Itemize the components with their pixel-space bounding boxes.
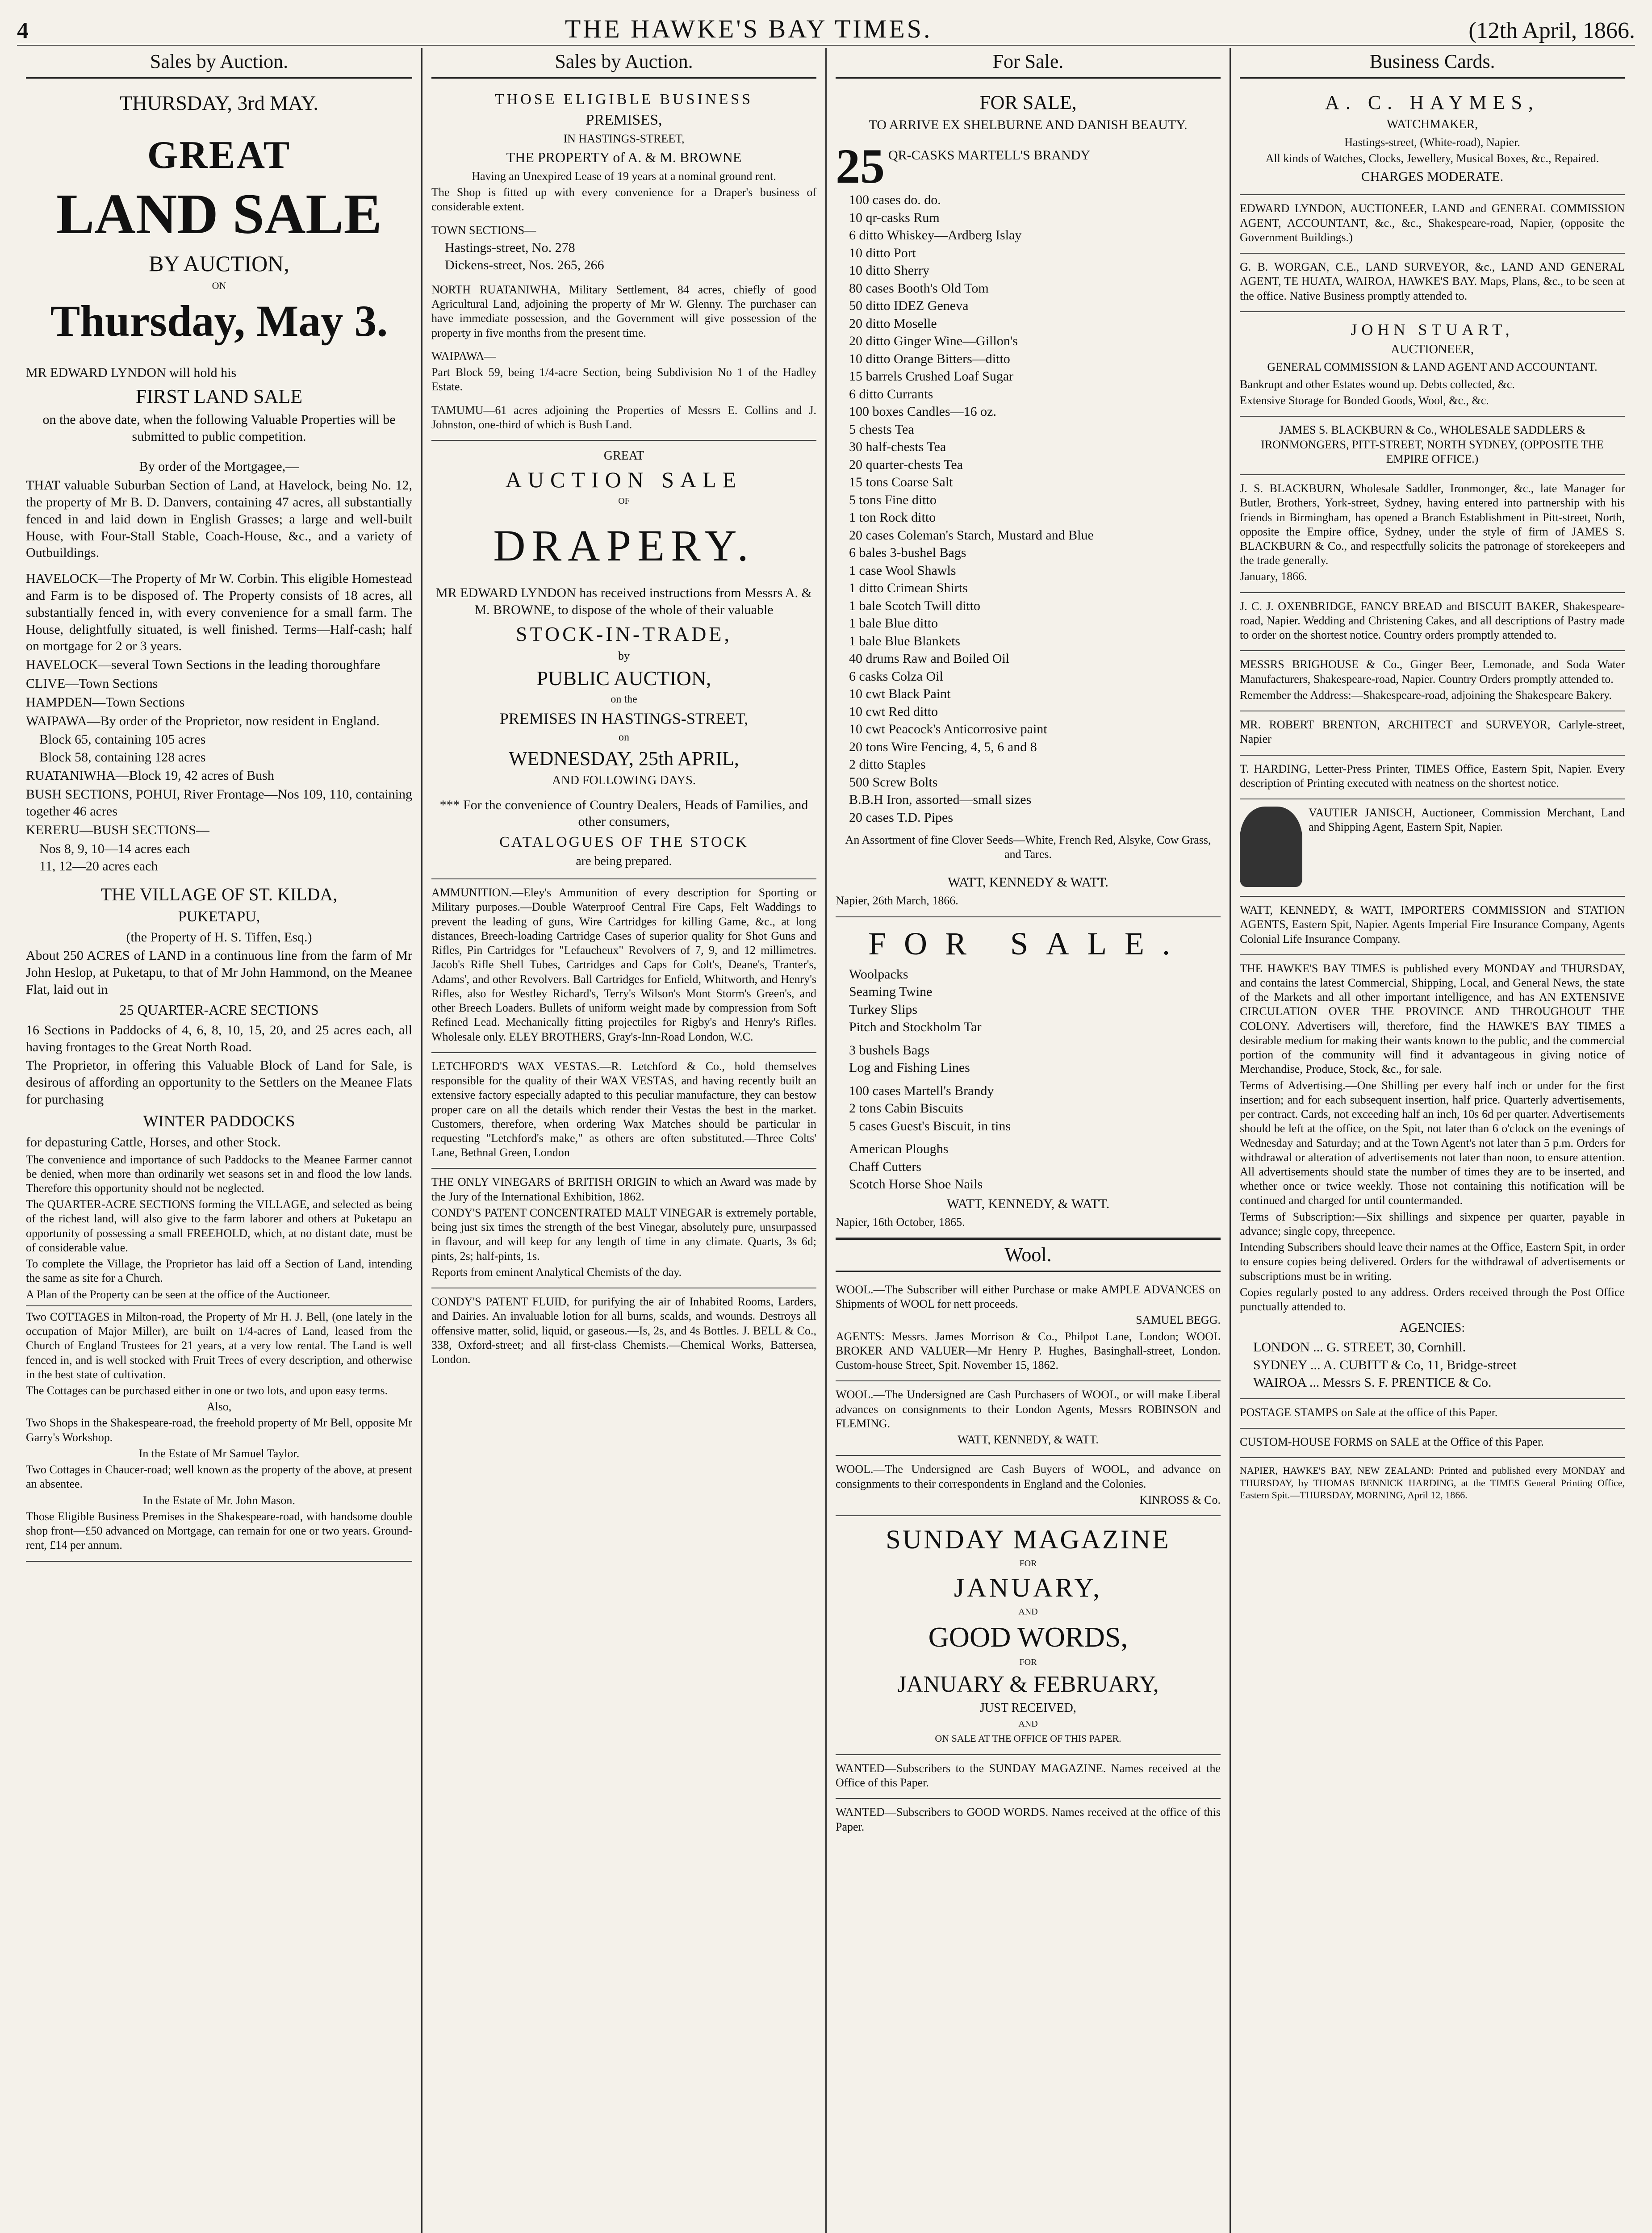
heading: JUST RECEIVED, bbox=[980, 1701, 1076, 1715]
para: Also, bbox=[206, 1400, 232, 1413]
vestas-ad bbox=[431, 1053, 816, 1169]
para: LETCHFORD'S WAX VESTAS.—R. Letchford & Co., hold themselves responsible for the quality of their WAX VESTAS, and having recently built an extensive factory especially adapted to this peculiar manufacture, they can bestow proper care on all the details which render their Vestas the best in the market. Customers, therefore, when ordering Wax Matches should be particular in requesting "Letchford's make," as others are often substituted.—Three Colts' Lane, Bethnal Green, London bbox=[431, 1059, 816, 1159]
list-item: Seaming Twine bbox=[849, 984, 933, 999]
list-item: 500 Screw Bolts bbox=[849, 774, 938, 790]
list-item: Log and Fishing Lines bbox=[849, 1060, 970, 1075]
puketapu: PUKETAPU, bbox=[178, 908, 260, 925]
para: Hastings-street, (White-road), Napier. bbox=[1344, 136, 1520, 149]
heading: AUCTION SALE bbox=[505, 467, 743, 493]
card-harding bbox=[1240, 756, 1625, 799]
heading: GOOD WORDS, bbox=[928, 1621, 1128, 1653]
item-list bbox=[836, 1083, 1221, 1135]
list-item: 5 chests Tea bbox=[849, 422, 914, 437]
para: The Cottages can be purchased either in one or two lots, and upon easy terms. bbox=[26, 1384, 388, 1397]
para: About 250 ACRES of LAND in a continuous line from the farm of Mr John Heslop, at Puketapu, to that of Mr John Hammond, on the Meanee Flat, laid out in bbox=[26, 948, 412, 997]
list-item: 20 cases T.D. Pipes bbox=[849, 810, 954, 825]
para: MESSRS BRIGHOUSE & Co., Ginger Beer, Lemonade, and Soda Water Manufacturers, Shakespeare-road, Napier. Country Orders promptly attended to. bbox=[1240, 658, 1625, 686]
list-item: 10 qr-casks Rum bbox=[849, 210, 940, 225]
agency-line: WAIROA ... Messrs S. F. PRENTICE & Co. bbox=[1253, 1375, 1492, 1390]
para: An Assortment of fine Clover Seeds—White, French Red, Alsyke, Cow Grass, and Tares. bbox=[845, 833, 1211, 861]
para: WAIPAWA—By order of the Proprietor, now resident in England. bbox=[26, 713, 380, 728]
card-worgan bbox=[1240, 254, 1625, 312]
list-item: 50 ditto IDEZ Geneva bbox=[849, 298, 969, 313]
heading: AGENCIES: bbox=[1399, 1321, 1465, 1335]
list-item: Pitch and Stockholm Tar bbox=[849, 1020, 982, 1035]
para: The convenience and importance of such Paddocks to the Meanee Farmer cannot be denied, when more than ordinarily wet seasons set in and flood the low lands. Therefore this opportunity should not be neglected. bbox=[26, 1153, 412, 1195]
card-oxenbridge bbox=[1240, 593, 1625, 652]
para: *** For the convenience of Country Dealers, Heads of Families, and other consumers, bbox=[439, 797, 808, 829]
para: J. C. J. OXENBRIDGE, FANCY BREAD and BISCUIT BAKER, Shakespeare-road, Napier. Wedding and Christening Cakes, and all descriptions of Pastry made to order on the shortest notice. Country orders promptly attended to. bbox=[1240, 599, 1625, 642]
sale-day: Thursday, May 3. bbox=[50, 296, 388, 346]
para: MR EDWARD LYNDON has received instructions from Messrs A. & M. BROWNE, to dispose of the whole of their valuable bbox=[436, 585, 812, 617]
card-stuart bbox=[1240, 312, 1625, 417]
para: BUSH SECTIONS, POHUI, River Frontage—Nos 109, 110, containing together 46 acres bbox=[26, 787, 412, 819]
heading: AND bbox=[1018, 1719, 1038, 1729]
list-item: 3 bushels Bags bbox=[849, 1042, 929, 1058]
para: Two COTTAGES in Milton-road, the Property of Mr H. J. Bell, (one lately in the occupation of Major Miller), are built on 1/4-acres of Land, leased from the Church of England Trustees for 21 years, at a very low rental. The Land is well fenced in, and is well stocked with Fruit Trees of every description, and otherwise in the best state of cultivation. bbox=[26, 1310, 412, 1381]
heading: OF bbox=[618, 496, 630, 506]
para: Those Eligible Business Premises in the Shakespeare-road, with handsome double shop front—£50 advanced on Mortgage, can remain for one or two years. Ground-rent, £14 per annum. bbox=[26, 1510, 412, 1552]
wanted-ad-2 bbox=[836, 1799, 1221, 1842]
heading: WEDNESDAY, 25th APRIL, bbox=[509, 747, 739, 769]
heading: QR-CASKS MARTELL'S BRANDY bbox=[888, 148, 1090, 163]
para: Hastings-street, No. 278 bbox=[445, 240, 575, 255]
drapery-heading: DRAPERY. bbox=[493, 521, 755, 571]
para: By order of the Mortgagee,— bbox=[139, 459, 299, 474]
para: THE ONLY VINEGARS of BRITISH ORIGIN to which an Award was made by the Jury of the International Exhibition, 1862. bbox=[431, 1175, 816, 1203]
para: All kinds of Watches, Clocks, Jewellery, Musical Boxes, &c., Repaired. bbox=[1265, 152, 1599, 165]
heading: FOR SALE. bbox=[868, 925, 1188, 962]
column-3 bbox=[825, 48, 1230, 2233]
sale-date: THURSDAY, 3rd MAY. bbox=[120, 92, 318, 114]
condy-fluid-ad bbox=[431, 1288, 816, 1375]
para: Napier, 26th March, 1866. bbox=[836, 894, 958, 907]
heading: GREAT bbox=[603, 449, 644, 463]
list-item: 20 tons Wire Fencing, 4, 5, 6 and 8 bbox=[849, 739, 1037, 754]
para: January, 1866. bbox=[1240, 570, 1307, 583]
for-sale-ad-1 bbox=[836, 83, 1221, 917]
signature: WATT, KENNEDY, & WATT. bbox=[946, 1196, 1110, 1211]
ammunition-ad bbox=[431, 879, 816, 1053]
para: CONDY'S PATENT FLUID, for purifying the air of Inhabited Rooms, Larders, and Dairies. An invaluable lotion for all burns, scalds, and wounds. Destroys all offensive matter, solid, liquid, or gaseous.—Is, 2s, and 4s Bottles. J. BELL & Co., 338, Oxford-street; and all first-class Chemists.—Chemical Works, Battersea, London. bbox=[431, 1295, 816, 1366]
column-1 bbox=[17, 48, 421, 2233]
para: WANTED—Subscribers to GOOD WORDS. Names received at the office of this Paper. bbox=[836, 1806, 1221, 1833]
list-item: 2 ditto Staples bbox=[849, 757, 926, 772]
para: (the Property of H. S. Tiffen, Esq.) bbox=[126, 929, 312, 945]
para: Intending Subscribers should leave their names at the Office, Eastern Spit, in order to ensure copies being delivered. Orders for the withdrawal of advertisements or subscriptions must be in writing. bbox=[1240, 1241, 1625, 1283]
heading: ON SALE AT THE OFFICE OF THIS PAPER. bbox=[935, 1732, 1121, 1744]
list-item: 10 cwt Black Paint bbox=[849, 686, 951, 701]
heading: JANUARY, bbox=[954, 1572, 1102, 1602]
heading: AND bbox=[1018, 1606, 1038, 1617]
heading: STOCK-IN-TRADE, bbox=[516, 622, 732, 645]
para: Part Block 59, being 1/4-acre Section, being Subdivision No 1 of the Hadley Estate. bbox=[431, 366, 816, 393]
list-item: 6 ditto Whiskey—Ardberg Islay bbox=[849, 228, 1022, 243]
list-item: 5 cases Guest's Biscuit, in tins bbox=[849, 1118, 1011, 1133]
para: Copies regularly posted to any address. Orders received through the Post Office punctually attended to. bbox=[1240, 1285, 1625, 1313]
magazine-ad bbox=[836, 1516, 1221, 1755]
heading: PREMISES IN HASTINGS-STREET, bbox=[499, 709, 749, 728]
list-item: 1 bale Blue ditto bbox=[849, 616, 938, 631]
list-item: 10 ditto Orange Bitters—ditto bbox=[849, 351, 1010, 366]
para: Two Cottages in Chaucer-road; well known as the property of the above, at present an absentee. bbox=[26, 1463, 412, 1491]
page-number: 4 bbox=[17, 18, 29, 43]
column-heading: Business Cards. bbox=[1240, 48, 1625, 79]
list-item: Chaff Cutters bbox=[849, 1159, 921, 1174]
heading: A. C. HAYMES, bbox=[1325, 92, 1539, 113]
list-item: 10 ditto Port bbox=[849, 245, 916, 260]
para: NAPIER, HAWKE'S BAY, NEW ZEALAND: Printed and published every MONDAY and THURSDAY, by THOMAS BENNICK HARDING, at the TIMES General Printing Office, Eastern Spit.—THURSDAY, MORNING, April 12, 1866. bbox=[1240, 1465, 1625, 1501]
para: EDWARD LYNDON, AUCTIONEER, LAND and GENERAL COMMISSION AGENT, ACCOUNTANT, &c., &c., Shakespeare-road, Napier, (opposite the Government Buildings.) bbox=[1240, 202, 1625, 244]
heading: PUBLIC AUCTION, bbox=[536, 666, 711, 690]
heading: AND FOLLOWING DAYS. bbox=[552, 773, 696, 787]
imprint bbox=[1240, 1458, 1625, 1509]
divider bbox=[26, 1305, 412, 1306]
by-auction: BY AUCTION, bbox=[149, 251, 289, 276]
para: for depasturing Cattle, Horses, and other Stock. bbox=[26, 1134, 281, 1150]
intro: MR EDWARD LYNDON will hold his bbox=[26, 365, 237, 380]
para: Terms of Subscription:—Six shillings and sixpence per quarter, payable in advance; single copy, threepence. bbox=[1240, 1210, 1625, 1238]
list-item: 5 tons Fine ditto bbox=[849, 492, 937, 507]
list-item: 80 cases Booth's Old Tom bbox=[849, 280, 989, 296]
card-lyndon bbox=[1240, 195, 1625, 254]
para: Block 65, containing 105 acres bbox=[39, 732, 206, 747]
on-label: ON bbox=[212, 280, 226, 291]
heading: PREMISES, bbox=[586, 112, 662, 128]
para: WOOL.—The Subscriber will either Purchase or make AMPLE ADVANCES on Shipments of WOOL for nett proceeds. bbox=[836, 1283, 1221, 1311]
column-heading: For Sale. bbox=[836, 48, 1221, 79]
wool-ad-1 bbox=[836, 1276, 1221, 1381]
list-item: 20 ditto Ginger Wine—Gillon's bbox=[849, 334, 1018, 348]
column-heading: Sales by Auction. bbox=[431, 48, 816, 79]
list-item: Turkey Slips bbox=[849, 1002, 918, 1017]
card-janisch bbox=[1240, 799, 1625, 897]
card-brenton bbox=[1240, 711, 1625, 755]
para: HAVELOCK—several Town Sections in the leading thoroughfare bbox=[26, 657, 381, 673]
list-item: American Ploughs bbox=[849, 1142, 949, 1157]
para: Terms of Advertising.—One Shilling per every half inch or under for the first insertion; and for each subsequent insertion, half price. Quarterly advertisements, per contract. Cards, not exceeding half an inch, 10s 6d per quarter. Advertisements should be left at the office, on the Spit, not later than 6 o'clock on the evenings of Wednesday and Saturday; and at the Town Agent's not later than 5 p.m. Orders for withdrawal or alteration of advertisements not later than noon, to ensure attention. All advertisements should state the number of times they are to be inserted, and whether once or twice weekly. Those not containing this notification will be continued and charged for until countermanded. bbox=[1240, 1079, 1625, 1207]
para: The QUARTER-ACRE SECTIONS forming the VILLAGE, and selected as being of the richest land, will also give to the farm laborer and others at Puketapu an opportunity of possessing a small FREEHOLD, which, at no distant date, must be of considerable value. bbox=[26, 1198, 412, 1254]
para: POSTAGE STAMPS on Sale at the office of this Paper. bbox=[1240, 1405, 1498, 1419]
heading: are being prepared. bbox=[576, 854, 672, 869]
para: KERERU—BUSH SECTIONS— bbox=[26, 822, 209, 837]
para: G. B. WORGAN, C.E., LAND SURVEYOR, &c., LAND AND GENERAL AGENT, TE HUATA, WAIROA, HAWKE'S BAY. Maps, Plans, &c., to be seen at the office. Native Business promptly attended to. bbox=[1240, 260, 1625, 302]
vinegar-ad bbox=[431, 1169, 816, 1288]
para: In the Estate of Mr. John Mason. bbox=[143, 1493, 295, 1507]
para: THE HAWKE'S BAY TIMES is published every MONDAY and THURSDAY, and contains the latest Commercial, Shipping, Local, and General News, the state of the Markets and all other important intelligence, and has AN EXTENSIVE CIRCULATION OVER THE PROVINCE AND THROUGHOUT THE COLONY. Advertisers will, therefore, find the HAWKE'S BAY TIMES a desirable medium for making their wants known to the public, and the commercial portion of the community will find it advantageous in giving notice of Merchandise, Produce, Stock, &c., for sale. bbox=[1240, 962, 1625, 1076]
para: To complete the Village, the Proprietor has laid off a Section of Land, intending the same as site for a Church. bbox=[26, 1257, 412, 1285]
para: Nos 8, 9, 10—14 acres each bbox=[39, 841, 190, 856]
heading: THE PROPERTY of A. & M. BROWNE bbox=[506, 149, 742, 165]
section-heading: Wool. bbox=[836, 1238, 1221, 1272]
column-4 bbox=[1230, 48, 1634, 2233]
heading: AUCTIONEER, bbox=[1391, 342, 1474, 356]
kilda-heading: THE VILLAGE OF ST. KILDA, bbox=[100, 884, 338, 904]
para: Napier, 16th October, 1865. bbox=[836, 1215, 965, 1229]
card-blackburn bbox=[1240, 417, 1625, 475]
list-item: 15 barrels Crushed Loaf Sugar bbox=[849, 369, 1014, 384]
list-item: 10 ditto Sherry bbox=[849, 263, 929, 278]
para: Two Shops in the Shakespeare-road, the freehold property of Mr Bell, opposite Mr Garry's Workshop. bbox=[26, 1416, 412, 1444]
list-item: 10 cwt Red ditto bbox=[849, 704, 938, 719]
para: J. S. BLACKBURN, Wholesale Saddler, Ironmonger, &c., late Manager for Butler, Brothers, York-street, Sydney, having entered into partnership with his friends in Birmingham, has opened a Branch Establishment in Pitt-street, North, opposite the Empire office, Sydney, under the style of firm of JAMES S. BLACKBURN & Co., and respectfully solicits the patronage of storekeepers and the trade generally. bbox=[1240, 482, 1625, 567]
card-brighouse bbox=[1240, 651, 1625, 711]
heading: CATALOGUES OF THE STOCK bbox=[499, 834, 749, 851]
signature: WATT, KENNEDY & WATT. bbox=[948, 875, 1108, 890]
para: In the Estate of Mr Samuel Taylor. bbox=[138, 1447, 300, 1460]
signature: KINROSS & Co. bbox=[1139, 1493, 1221, 1506]
list-item: 1 ton Rock ditto bbox=[849, 510, 936, 525]
card-haymes bbox=[1240, 83, 1625, 195]
list-item: 100 cases do. do. bbox=[849, 192, 941, 207]
land-sale-heading: LAND SALE bbox=[56, 182, 382, 246]
land-sale-ad bbox=[26, 83, 412, 1562]
column-2 bbox=[421, 48, 825, 2233]
item-list bbox=[836, 1141, 1221, 1193]
list-item: 1 bale Blue Blankets bbox=[849, 633, 961, 648]
newspaper-title: THE HAWKE'S BAY TIMES. bbox=[565, 14, 933, 43]
para: 25 QUARTER-ACRE SECTIONS bbox=[119, 1001, 319, 1018]
para: Bankrupt and other Estates wound up. Debts collected, &c. bbox=[1240, 377, 1515, 391]
list-item: 15 tons Coarse Salt bbox=[849, 475, 953, 489]
list-item: 1 bale Scotch Twill ditto bbox=[849, 598, 980, 613]
para: MR. ROBERT BRENTON, ARCHITECT and SURVEYOR, Carlyle-street, Napier bbox=[1240, 718, 1625, 746]
list-item: 10 cwt Peacock's Anticorrosive paint bbox=[849, 722, 1047, 736]
item-list bbox=[836, 966, 1221, 1036]
heading: by bbox=[618, 649, 630, 662]
para: HAMPDEN—Town Sections bbox=[26, 694, 185, 710]
heading: FOR SALE, bbox=[979, 92, 1077, 113]
quantity-number: 25 bbox=[836, 139, 885, 193]
para: JAMES S. BLACKBURN & Co., WHOLESALE SADDLERS & IRONMONGERS, PITT-STREET, NORTH SYDNEY, (OPPOSITE THE EMPIRE OFFICE.) bbox=[1261, 423, 1604, 465]
masthead bbox=[17, 9, 1635, 46]
heading: IN HASTINGS-STREET, bbox=[563, 132, 685, 145]
para: NORTH RUATANIWHA, Military Settlement, 84 acres, chiefly of good Agricultural Land, adjoining the property of Mr W. Glenny. The purchaser can have immediate possession, and the Government will give possession of the property in five months from the present time. bbox=[431, 283, 816, 339]
great-heading: GREAT bbox=[147, 134, 291, 177]
first-land-sale: FIRST LAND SALE bbox=[135, 385, 303, 407]
business-premises-ad bbox=[431, 83, 816, 441]
para: 11, 12—20 acres each bbox=[39, 859, 158, 874]
list-item: 20 ditto Moselle bbox=[849, 316, 937, 331]
list-item: Scotch Horse Shoe Nails bbox=[849, 1177, 983, 1192]
para: CLIVE—Town Sections bbox=[26, 676, 158, 691]
list-item: 1 case Wool Shawls bbox=[849, 563, 956, 578]
para: TAMUMU—61 acres adjoining the Properties of Messrs E. Collins and J. Johnston, one-third of which is Bush Land. bbox=[431, 403, 816, 431]
para: WOOL.—The Undersigned are Cash Buyers of WOOL, and advance on consignments to their correspondents in England and the Colonies. bbox=[836, 1463, 1221, 1490]
para: WANTED—Subscribers to the SUNDAY MAGAZINE. Names received at the Office of this Paper. bbox=[836, 1761, 1221, 1790]
para: TOWN SECTIONS— bbox=[431, 223, 536, 237]
para: 16 Sections in Paddocks of 4, 6, 8, 10, 15, 20, and 25 acres each, all having frontages to the Great North Road. bbox=[26, 1022, 412, 1054]
signature: SAMUEL BEGG. bbox=[1136, 1313, 1221, 1327]
list-item: 100 cases Martell's Brandy bbox=[849, 1083, 994, 1098]
columns bbox=[17, 48, 1635, 2233]
para: Remember the Address:—Shakespeare-road, adjoining the Shakespeare Bakery. bbox=[1240, 688, 1612, 702]
agency-line: LONDON ... G. STREET, 30, Cornhill. bbox=[1253, 1340, 1466, 1355]
para: The Shop is fitted up with every convenience for a Draper's business of considerable extent. bbox=[431, 186, 816, 213]
para: T. HARDING, Letter-Press Printer, TIMES Office, Eastern Spit, Napier. Every description of Printing executed with neatness on the shortest notice. bbox=[1240, 762, 1625, 790]
wool-ad-3 bbox=[836, 1456, 1221, 1516]
list-item: 6 ditto Currants bbox=[849, 386, 933, 401]
card-blackburn-2 bbox=[1240, 475, 1625, 593]
item-list bbox=[836, 1042, 1221, 1076]
para: AMMUNITION.—Eley's Ammunition of every description for Sporting or Military purposes.—Double Waterproof Central Fire Caps, Felt Waddings to prevent the leading of guns, Wire Cartridges for killing Game, &c., at long distances, Breech-loading Cartridge Cases of superior quality for Shot Guns and Rifles, Pin Cartridges for "Lefaucheux" Revolvers of 7, 9, and 12 millimetres. Jacob's Rifle Shell Tubes, Cartridges and Caps for Colt's, Deane's, Tranter's, Adams', and other Revolvers. Ball Cartridges for Enfield, Whitworth, and Henry's Rifles, also for Westley Richard's, Terry's Wilson's Mont Storm's Green's, and other Breech Loaders. Bullets of uniform weight made by compression from Soft Refined Lead. Mechanically fitting projectiles for Rigby's and Henry's Rifles. Wholesale only. ELEY BROTHERS, Gray's-Inn-Road London, W.C. bbox=[431, 886, 816, 1043]
para: Extensive Storage for Bonded Goods, Wool, &c., &c. bbox=[1240, 394, 1489, 407]
list-item: Woolpacks bbox=[849, 966, 908, 982]
heading: TO ARRIVE EX SHELBURNE AND DANISH BEAUTY. bbox=[869, 117, 1188, 132]
para: CONDY'S PATENT CONCENTRATED MALT VINEGAR is extremely portable, being just six times the strength of the best Vinegar, absolutely pure, unsurpassed in flavour, and will keep for any length of time in any climate. Quarts, 3s 6d; pints, 2s; half-pints, 1s. bbox=[431, 1206, 816, 1263]
list-item: 100 boxes Candles—16 oz. bbox=[849, 404, 996, 419]
card-watt-kennedy bbox=[1240, 897, 1625, 955]
para: Block 58, containing 128 acres bbox=[39, 749, 206, 765]
card-postage bbox=[1240, 1399, 1625, 1429]
item-list bbox=[836, 192, 1221, 826]
para: THAT valuable Suburban Section of Land, at Havelock, being No. 12, the property of Mr B. D. Danvers, containing 47 acres, all substantially fenced in and laid down in English Grasses; a large and well-built House, with Four-Stall Stable, Coach-House, &c., and a variety of Outbuildings. bbox=[26, 478, 412, 560]
wool-ad-2 bbox=[836, 1381, 1221, 1456]
list-item: 1 ditto Crimean Shirts bbox=[849, 581, 968, 595]
list-item: B.B.H Iron, assorted—small sizes bbox=[849, 792, 1032, 807]
list-item: 6 bales 3-bushel Bags bbox=[849, 545, 966, 560]
column-heading: Sales by Auction. bbox=[26, 48, 412, 79]
heading: JOHN STUART, bbox=[1351, 320, 1514, 339]
para: WATT, KENNEDY, & WATT, IMPORTERS COMMISSION and STATION AGENTS, Eastern Spit, Napier. Agents Imperial Fire Insurance Company, Agents Colonial Life Insurance Company. bbox=[1240, 903, 1625, 945]
winter-heading: WINTER PADDOCKS bbox=[143, 1112, 295, 1130]
signature: WATT, KENNEDY, & WATT. bbox=[958, 1433, 1099, 1447]
for-sale-ad-2 bbox=[836, 917, 1221, 1238]
para: Having an Unexpired Lease of 19 years at a nominal ground rent. bbox=[472, 170, 776, 183]
heading: FOR bbox=[1019, 1558, 1037, 1568]
para: on the above date, when the following Valuable Properties will be submitted to public competition. bbox=[42, 412, 396, 444]
list-item: 20 cases Coleman's Starch, Mustard and Blue bbox=[849, 527, 1094, 543]
drapery-ad bbox=[431, 441, 816, 879]
para: HAVELOCK—The Property of Mr W. Corbin. This eligible Homestead and Farm is to be disposed of. The Property consists of 18 acres, all substantially fenced in, with every convenience for a small farm. The House, delightfully situated, is well finished. Terms—Half-cash; half on mortgage for 2 or 3 years. bbox=[26, 571, 412, 654]
para: RUATANIWHA—Block 19, 42 acres of Bush bbox=[26, 768, 274, 783]
list-item: 20 quarter-chests Tea bbox=[849, 457, 963, 472]
para: Reports from eminent Analytical Chemists of the day. bbox=[431, 1265, 682, 1279]
para: AGENTS: Messrs. James Morrison & Co., Philpot Lane, London; WOOL BROKER AND VALUER—Mr Henry P. Hughes, Basinghall-street, London. Custom-house Street, Spit. November 15, 1862. bbox=[836, 1330, 1221, 1372]
heading: GENERAL COMMISSION & LAND AGENT AND ACCOUNTANT. bbox=[1267, 360, 1598, 373]
heading: THOSE ELIGIBLE BUSINESS bbox=[494, 91, 753, 108]
para: WOOL.—The Undersigned are Cash Purchasers of WOOL, or will make Liberal advances on consignments to their London Agents, Messrs ROBINSON and FLEMING. bbox=[836, 1388, 1221, 1430]
heading: JANUARY & FEBRUARY, bbox=[897, 1671, 1159, 1697]
heading: FOR bbox=[1019, 1657, 1037, 1667]
card-customs bbox=[1240, 1429, 1625, 1458]
para: Dickens-street, Nos. 265, 266 bbox=[445, 258, 604, 273]
heading: on the bbox=[611, 693, 637, 705]
agency-line: SYDNEY ... A. CUBITT & Co, 11, Bridge-street bbox=[1253, 1357, 1517, 1372]
issue-date: (12th April, 1866. bbox=[1468, 18, 1635, 43]
list-item: 30 half-chests Tea bbox=[849, 439, 946, 454]
times-notice bbox=[1240, 955, 1625, 1399]
list-item: 6 casks Colza Oil bbox=[849, 669, 943, 684]
wanted-ad-1 bbox=[836, 1755, 1221, 1799]
para: WAIPAWA— bbox=[431, 349, 496, 363]
para: VAUTIER JANISCH, Auctioneer, Commission Merchant, Land and Shipping Agent, Eastern Spit, Napier. bbox=[1309, 806, 1625, 834]
list-item: 2 tons Cabin Biscuits bbox=[849, 1101, 963, 1116]
para: A Plan of the Property can be seen at the office of the Auctioneer. bbox=[26, 1288, 330, 1301]
list-item: 40 drums Raw and Boiled Oil bbox=[849, 651, 1010, 666]
para: CUSTOM-HOUSE FORMS on SALE at the Office of this Paper. bbox=[1240, 1435, 1544, 1449]
auctioneer-figure-icon bbox=[1240, 807, 1302, 887]
heading: CHARGES MODERATE. bbox=[1361, 169, 1504, 184]
heading: WATCHMAKER, bbox=[1386, 117, 1478, 131]
para: The Proprietor, in offering this Valuable Block of Land for Sale, is desirous of affording an opportunity to the Settlers on the Meanee Flats for purchasing bbox=[26, 1058, 412, 1107]
heading: on bbox=[619, 731, 629, 743]
heading: SUNDAY MAGAZINE bbox=[886, 1524, 1171, 1554]
